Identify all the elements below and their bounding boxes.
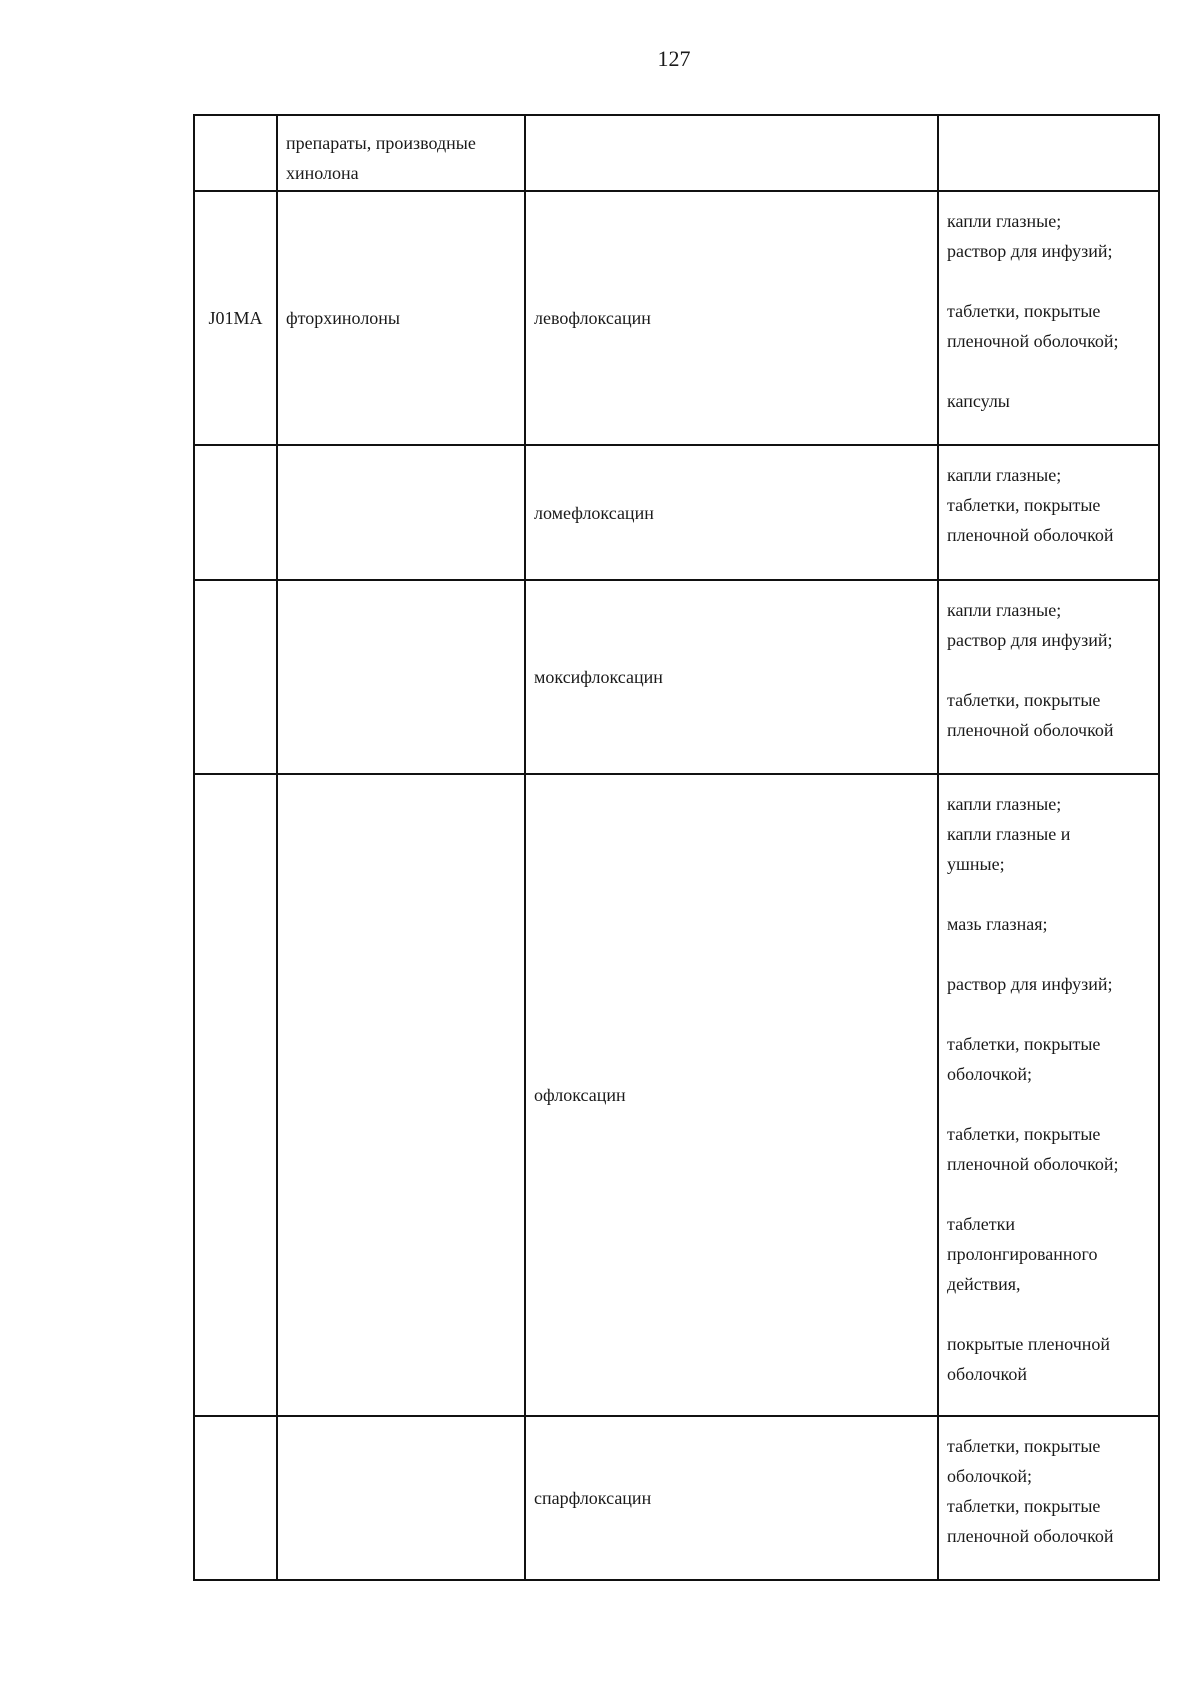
dosage-form-line: мазь глазная; [947,914,1048,934]
substance-cell: левофлоксацин [525,191,938,445]
dosage-form-line: оболочкой [947,1364,1027,1384]
dosage-form-line: раствор для инфузий; [947,241,1113,261]
dosage-form-line: пленочной оболочкой [947,525,1114,545]
dosage-form-line: капсулы [947,391,1010,411]
dosage-form-line: пленочной оболочкой [947,1526,1114,1546]
substance-cell [525,115,938,191]
atc-group-cell [277,445,525,580]
table-row [194,580,1159,774]
dosage-form-line: таблетки, покрытые [947,1496,1101,1516]
form-spacer [947,1089,1150,1119]
dosage-forms-cell [938,115,1159,191]
dosage-forms-cell [938,774,1159,1416]
dosage-form-line: таблетки, покрытые [947,690,1101,710]
dosage-form-line: пленочной оболочкой; [947,331,1119,351]
dosage-form-line: капли глазные и [947,824,1071,844]
form-spacer [947,1299,1150,1329]
form-spacer [947,1179,1150,1209]
dosage-form-line: ушные; [947,854,1005,874]
dosage-form-line: таблетки [947,1214,1016,1234]
atc-code-cell [194,115,277,191]
form-spacer [947,999,1150,1029]
dosage-form-line: капли глазные; [947,794,1062,814]
atc-code-cell [194,580,277,774]
table-row [194,445,1159,580]
dosage-form-line: пленочной оболочкой; [947,1154,1119,1174]
atc-group-cell [277,1416,525,1580]
substance-cell: моксифлоксацин [525,580,938,774]
dosage-form-line: таблетки, покрытые [947,301,1101,321]
atc-group-cell: фторхинолоны [277,191,525,445]
dosage-form-line: капли глазные; [947,600,1062,620]
form-spacer [947,266,1150,296]
table-row [194,191,1159,445]
dosage-form-line: раствор для инфузий; [947,630,1113,650]
dosage-form-line: действия, [947,1274,1021,1294]
dosage-form-line: таблетки, покрытые [947,1436,1101,1456]
dosage-form-line: таблетки, покрытые [947,1124,1101,1144]
atc-code-cell: J01MA [194,191,277,445]
table-row [194,1416,1159,1580]
dosage-forms-cell [938,580,1159,774]
atc-group-cell [277,774,525,1416]
dosage-form-line: капли глазные; [947,465,1062,485]
table-row [194,774,1159,1416]
form-spacer [947,655,1150,685]
form-spacer [947,356,1150,386]
table-row [194,115,1159,191]
form-spacer [947,939,1150,969]
dosage-forms-cell [938,445,1159,580]
dosage-forms-cell [938,191,1159,445]
form-spacer [947,879,1150,909]
atc-group-cell [277,580,525,774]
page-number: 127 [657,46,691,71]
atc-code-cell [194,1416,277,1580]
dosage-form-line: пролонгированного [947,1244,1098,1264]
atc-code-cell [194,774,277,1416]
dosage-form-line: капли глазные; [947,211,1062,231]
dosage-form-line: оболочкой; [947,1466,1032,1486]
substance-cell: офлоксацин [525,774,938,1416]
atc-group-cell: препараты, производные хинолона [277,115,525,191]
atc-code-cell [194,445,277,580]
substance-cell: ломефлоксацин [525,445,938,580]
substance-cell: спарфлоксацин [525,1416,938,1580]
dosage-form-line: оболочкой; [947,1064,1032,1084]
dosage-form-line: покрытые пленочной [947,1334,1111,1354]
drug-table [193,114,1160,1581]
dosage-form-line: пленочной оболочкой [947,720,1114,740]
dosage-form-line: таблетки, покрытые [947,1034,1101,1054]
dosage-form-line: раствор для инфузий; [947,974,1113,994]
dosage-forms-cell [938,1416,1159,1580]
dosage-form-line: таблетки, покрытые [947,495,1101,515]
